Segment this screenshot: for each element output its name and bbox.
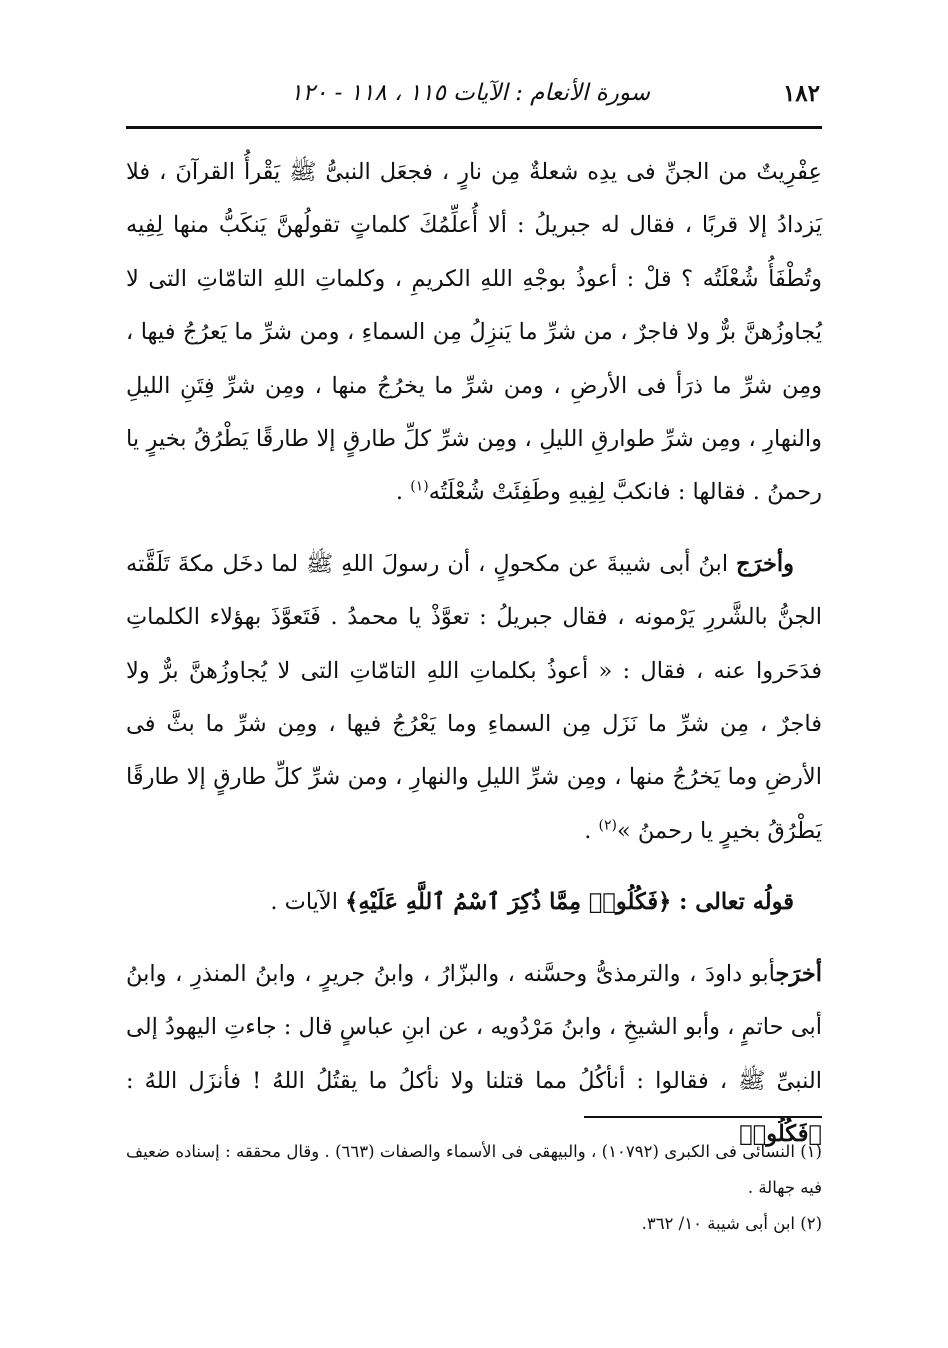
paragraph-2-lead: وأخرَج: [736, 550, 794, 577]
header-rule: [126, 126, 822, 129]
quran-verse: ﴿فَكُلُوا۟ مِمَّا ذُكِرَ ٱسْمُ ٱللَّهِ عَلَيْهِ﴾: [345, 889, 672, 916]
verse-heading-tail: الآيات .: [270, 889, 346, 916]
paragraph-2-text: ابنُ أبى شيبةَ عن مكحولٍ ، أن رسولَ اللهِ ﷺ لما دخَل مكةَ تَلَقَّته الجنُّ بالشَّررِ يَرْمونه ، فقال جبريلُ : تعوَّذْ يا محمدُ . فَتَعوَّذَ بهؤلاء الكلماتِ فدَحَروا عنه ، فقال : « أعوذُ بكلماتِ اللهِ التامّاتِ التى لا يُجاوزُهنَّ برٌّ ولا فاجرٌ ، مِن شرِّ ما نَزَل مِن السماءِ وما يَعْرُجُ فيها ، ومِن شرِّ ما بثَّ فى الأرضِ وما يَخرُجُ منها ، ومِن شرِّ الليلِ والنهارِ ، ومن شرِّ كلِّ طارقٍ إلا طارقًا يَطْرُقُ بخيرٍ يا رحمنُ »: [126, 550, 822, 844]
running-title: سورة الأنعام : الآيات ١١٥ ، ١١٨ - ١٢٠: [290, 80, 650, 106]
main-text: [126, 146, 822, 1161]
page-number: ١٨٢: [782, 80, 820, 107]
footnote-rule: [584, 1116, 822, 1118]
paragraph-3: [126, 948, 822, 1162]
paragraph-3-text: أبو داودَ ، والترمذىُّ وحسَّنه ، والبزّارُ ، وابنُ جريرٍ ، وابنُ المنذرِ ، وابنُ أبى حاتمٍ ، وأبو الشيخِ ، وابنُ مَرْدُويه ، عن ابنِ عباسٍ قال : جاءتِ اليهودُ إلى النبىِّ ﷺ ، فقالوا : أنأكُلُ مما قتلنا ولا نأكلُ ما يقتُلُ اللهُ ! فأنزَل اللهُ :: [126, 960, 822, 1094]
quran-verse-start: ﴿فَكُلُوا۟: [739, 1120, 822, 1147]
footnote-1: (١) النسائى فى الكبرى (١٠٧٩٢) ، والبيهقى فى الأسماء والصفات (٦٦٣) . وقال محققه : إسناده ضعيف فيه جهالة .: [126, 1142, 822, 1197]
paragraph-3-lead: أخرَج: [775, 960, 822, 987]
footnote-ref-2: (٢): [598, 817, 618, 834]
paragraph-1: [126, 146, 822, 520]
paragraph-1-text: عِفْرِيتٌ من الجنِّ فى يدِه شعلةٌ مِن نارٍ ، فجعَل النبىُّ ﷺ يَقْرأُ القرآنَ ، فلا يَزدادُ إلا قربًا ، فقال له جبريلُ : ألا أُعلِّمُكَ كلماتٍ تقولُهنَّ يَنكَبُّ منها لِفِيه وتُطْفَأُ شُعْلَتُه ؟ قلْ : أعوذُ بوجْهِ اللهِ الكريمِ ، وكلماتِ اللهِ التامّاتِ التى لا يُجاوزُهنَّ برٌّ ولا فاجرٌ ، من شرِّ ما يَنزِلُ مِن السماءِ ، ومن شرِّ ما يَعرُجُ فيها ، ومِن شرِّ ما ذرَأ فى الأرضِ ، ومن شرِّ ما يخرُجُ منها ، ومِن شرِّ فِتَنِ الليلِ والنهارِ ، ومِن شرِّ طوارقِ الليلِ ، ومِن شرِّ كلِّ طارقٍ إلا طارقًا يَطْرُقُ بخيرٍ يا رحمنُ . فقالها : فانكبَّ لِفِيهِ وطَفِئَتْ شُعْلَتُه: [126, 159, 822, 506]
verse-heading-lead: قولُه تعالى :: [671, 889, 794, 916]
paragraph-2-end: .: [584, 817, 599, 844]
running-header: [128, 78, 820, 118]
footnote-2: (٢) ابن أبى شيبة ١٠/ ٣٦٢.: [641, 1214, 822, 1233]
paragraph-2: [126, 538, 822, 858]
verse-heading: [126, 876, 822, 929]
footnote-ref-1: (١): [410, 478, 429, 495]
footnotes: [126, 1134, 822, 1242]
paragraph-1-end: .: [395, 479, 411, 506]
